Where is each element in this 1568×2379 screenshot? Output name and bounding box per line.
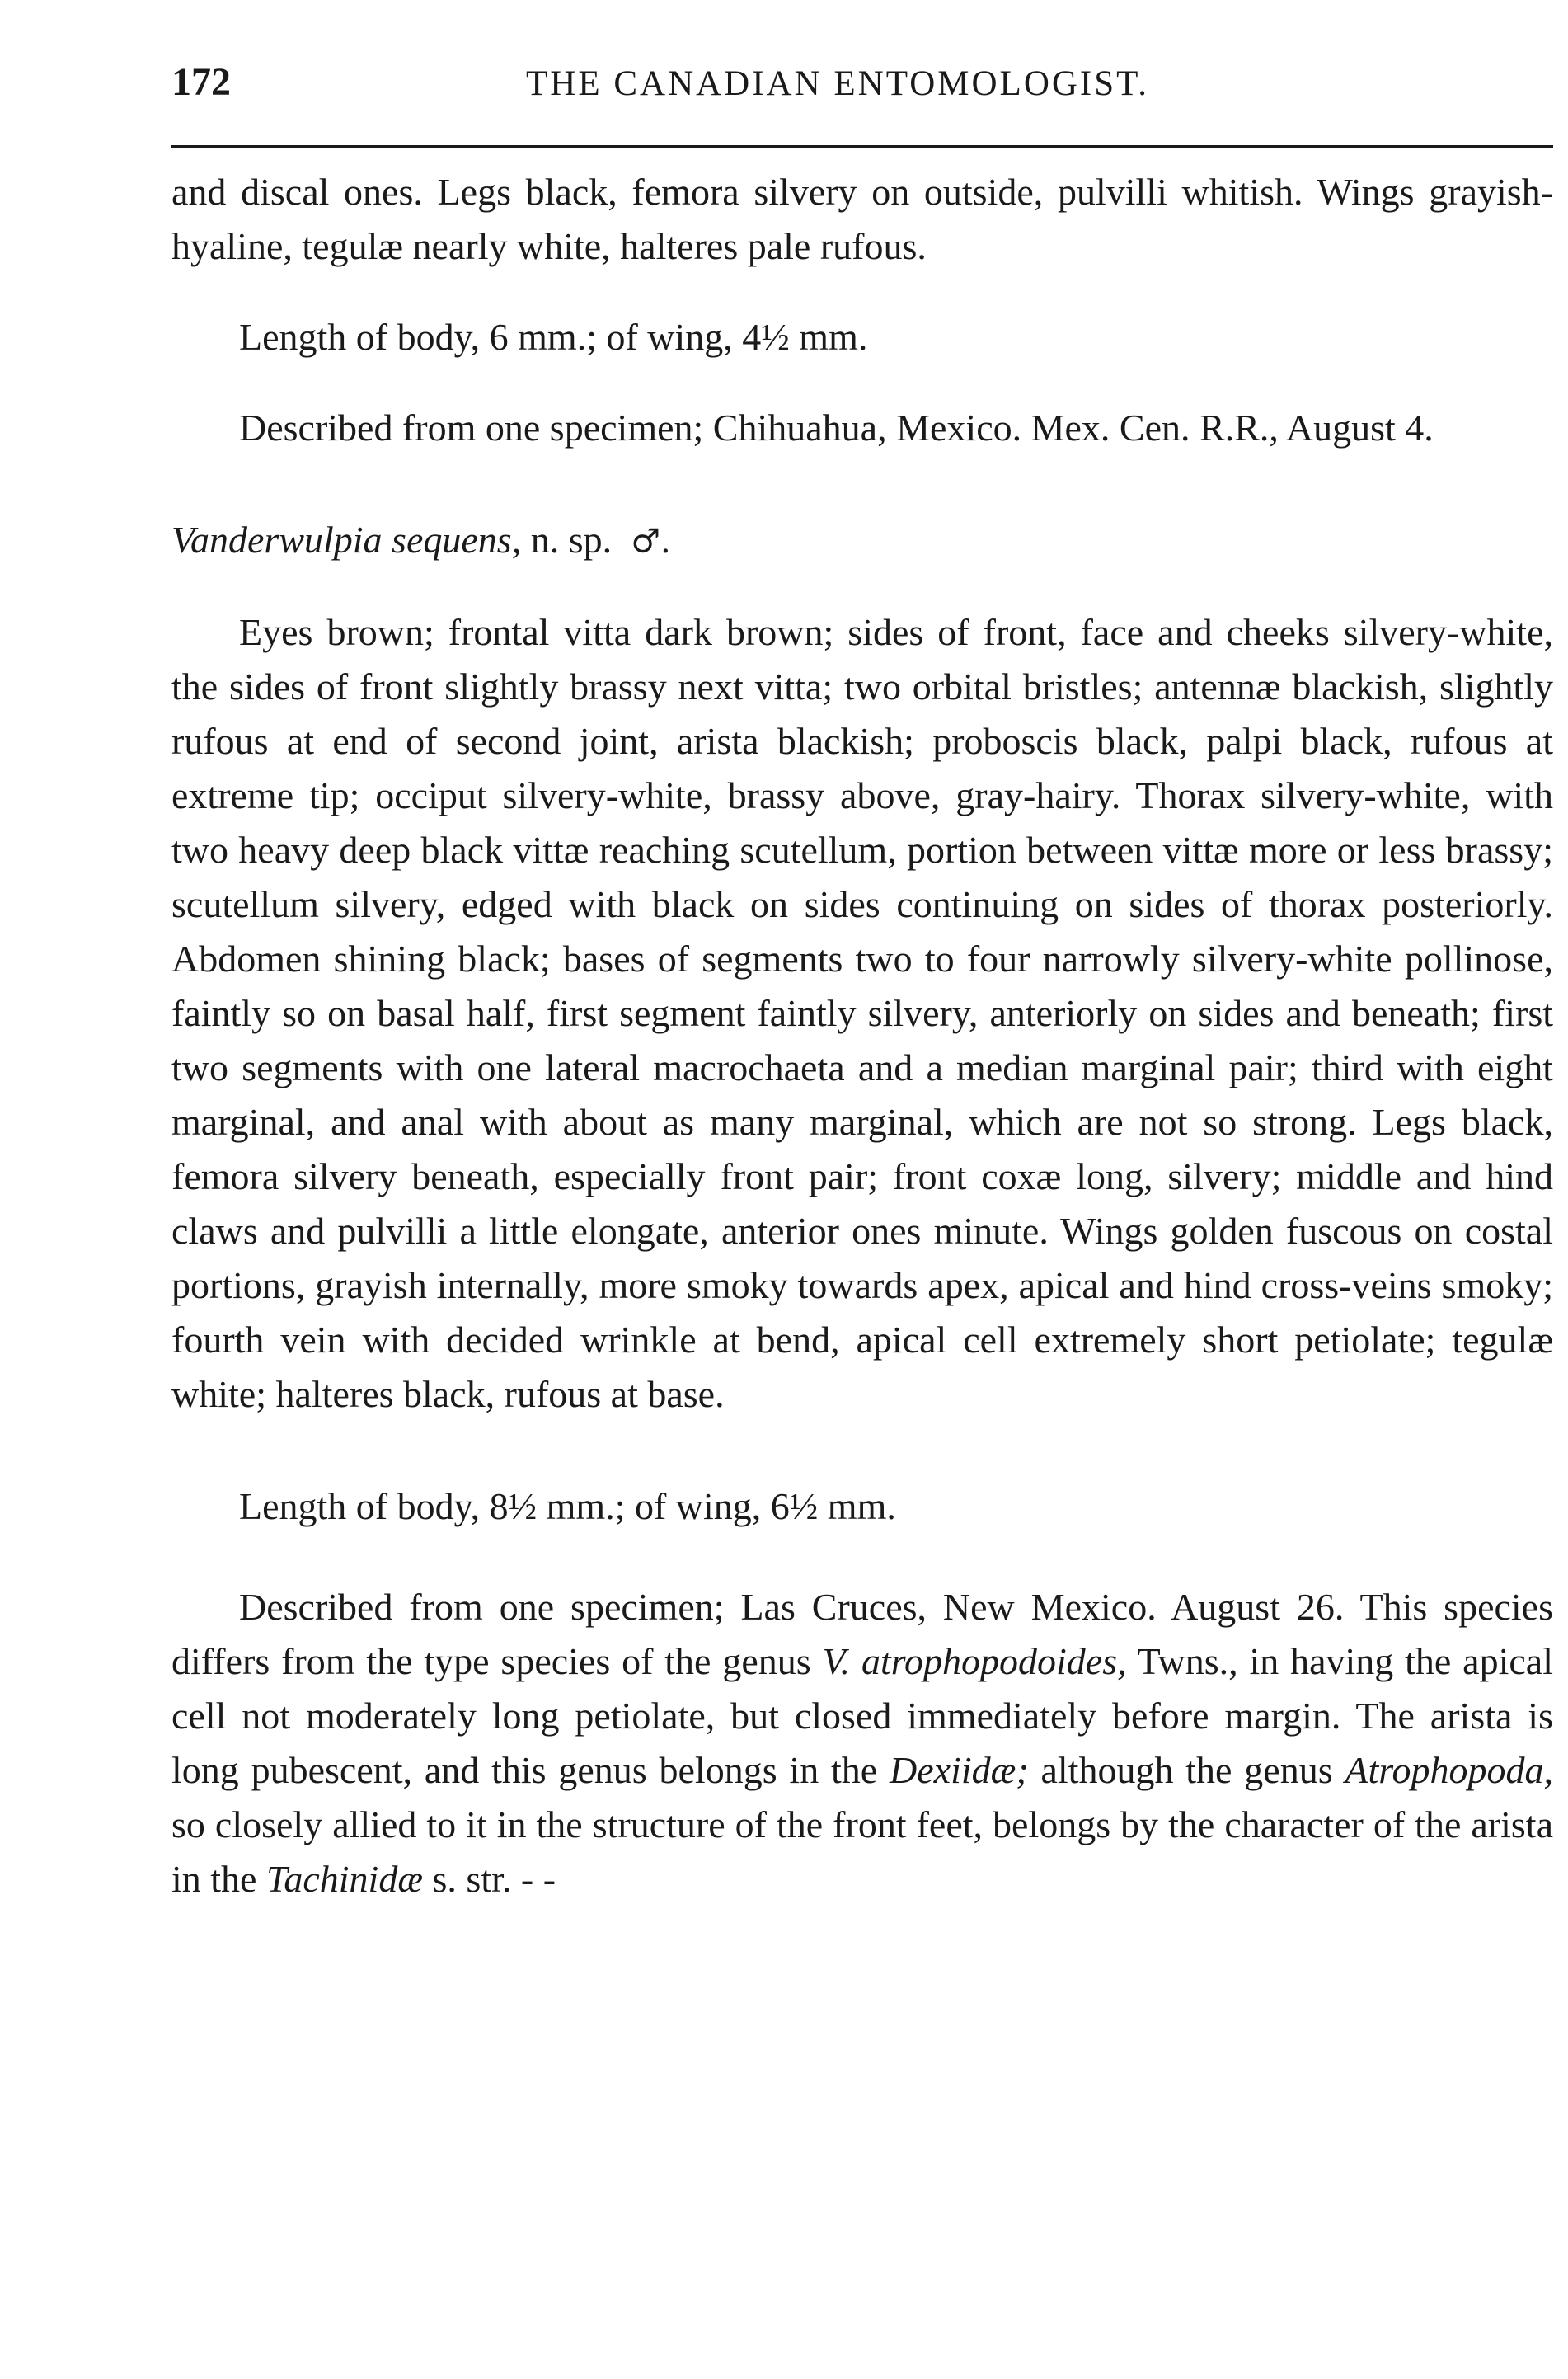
- family-tachinidae: Tachinidæ: [265, 1858, 424, 1900]
- remarks-end-marks: - -: [511, 1858, 556, 1900]
- running-head: [171, 58, 1553, 122]
- male-symbol: ♂.: [631, 523, 671, 561]
- remarks-text-5: s. str.: [423, 1858, 512, 1900]
- species-description: Eyes brown; frontal vitta dark brown; sides of front, face and cheeks silvery-white, the sides of front slightly brassy next vitta; two orbital bristles; antennæ blackish, slightly rufous at end of second joint, arista blackish; proboscis black, palpi black, rufous at extreme tip; occiput silvery-white, brassy above, gray-hairy. Thorax silvery-white, with two heavy deep black vittæ reaching scutellum, portion between vittæ more or less brassy; scutellum silvery, edged with black on sides continuing on sides of thorax posteriorly. Abdomen shining black; bases of segments two to four narrowly silvery-white pollinose, faintly so on basal half, first segment faintly silvery, anteriorly on sides and beneath; first two segments with one lateral macrochaeta and a median marginal pair; third with eight marginal, and anal with about as many marginal, which are not so strong. Legs black, femora silvery beneath, especially front pair; front coxæ long, silvery; middle and hind claws and pulvilli a little elongate, anterior ones minute. Wings golden fuscous on costal portions, grayish internally, more smoky towards apex, apical and hind cross-veins smoky; fourth vein with decided wrinkle at bend, apical cell extremely short petiolate; tegulæ white; halteres black, rufous at base.: [171, 611, 1553, 1415]
- continued-described: Described from one specimen; Chihuahua, Mexico. Mex. Cen. R.R., August 4.: [239, 407, 1434, 449]
- remarks-text-2: Twns., in having the apical cell not moderately long petiolate, but closed immediately before margin. The arista is long pubescent, and this genus belongs in the: [171, 1640, 1553, 1791]
- journal-title: THE CANADIAN ENTOMOLOGIST.: [526, 64, 1149, 103]
- remarks-text-3: although the genus: [1028, 1749, 1345, 1791]
- species-heading: [171, 513, 1553, 569]
- page: [171, 58, 1553, 1900]
- page-number: 172: [171, 60, 231, 104]
- species-name: Vanderwulpia sequens,: [171, 519, 522, 561]
- remarks-paragraph: [171, 1580, 1553, 1906]
- type-species-name: V. atrophopodoides,: [822, 1640, 1127, 1682]
- article-body: [171, 165, 1553, 1906]
- remarks-text-4: so closely allied to it in the structure of the front feet, belongs by the character of the arista in the: [171, 1803, 1553, 1900]
- species-status: n. sp.: [530, 519, 613, 561]
- continued-length: Length of body, 6 mm.; of wing, 4½ mm.: [239, 316, 868, 358]
- genus-atrophopoda: Atrophopoda,: [1345, 1749, 1553, 1791]
- family-dexiidae: Dexiidæ;: [890, 1749, 1029, 1791]
- header-rule: [171, 145, 1553, 148]
- remarks-text-1: Described from one specimen; Las Cruces, New Mexico. August 26. This species differs from the type species of the genus: [171, 1586, 1553, 1682]
- species-measurements: Length of body, 8½ mm.; of wing, 6½ mm.: [239, 1485, 896, 1527]
- continued-paragraph: and discal ones. Legs black, femora silvery on outside, pulvilli whitish. Wings grayish-hyaline, tegulæ nearly white, halteres pale rufous.: [171, 171, 1553, 267]
